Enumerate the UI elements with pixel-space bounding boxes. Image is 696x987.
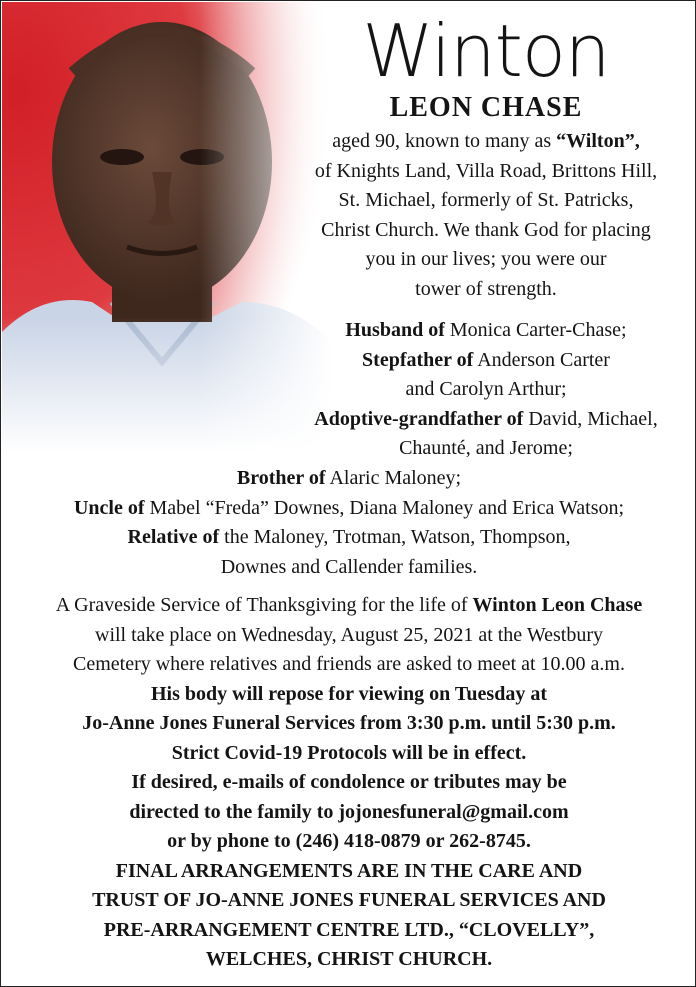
service-line: Jo-Anne Jones Funeral Services from 3:30 p.m. until 5:30 p.m. <box>82 712 616 734</box>
intro-paragraph <box>279 127 693 304</box>
service-line: Strict Covid-19 Protocols will be in effect. <box>171 741 527 764</box>
relation-line: Brother of Alaric Maloney; <box>236 467 462 489</box>
relation-line: Downes and Callender families. <box>220 555 478 578</box>
intro-line: Christ Church. We thank God for placing <box>321 218 651 241</box>
first-name: Winton <box>362 9 610 93</box>
intro-line: aged 90, known to many as “Wilton”, <box>332 130 640 152</box>
relation-line: and Carolyn Arthur; <box>405 378 567 400</box>
service-line: His body will repose for viewing on Tuesday at <box>151 682 547 705</box>
relation-line: Adoptive-grandfather of David, Michael, <box>314 407 658 430</box>
service-line: will take place on Wednesday, August 25, 2021 at the Westbury <box>95 623 603 646</box>
intro-line: you in our lives; you were our <box>365 248 607 270</box>
service-line: WELCHES, CHRIST CHURCH. <box>205 948 493 970</box>
service-line: A Graveside Service of Thanksgiving for the life of Winton Leon Chase <box>55 594 643 616</box>
relation-line: Uncle of Mabel “Freda” Downes, Diana Maloney and Erica Watson; <box>73 496 625 519</box>
service-line: Cemetery where relatives and friends are asked to meet at 10.00 a.m. <box>72 653 625 675</box>
service-line: directed to the family to jojonesfuneral@gmail.com <box>129 800 569 823</box>
relation-line: Husband of Monica Carter-Chase; <box>345 319 627 341</box>
intro-line: St. Michael, formerly of St. Patricks, <box>338 189 634 211</box>
relation-line: Relative of the Maloney, Trotman, Watson, Thompson, <box>127 526 571 548</box>
relation-line: Chaunté, and Jerome; <box>399 437 573 459</box>
intro-line: of Knights Land, Villa Road, Brittons Hill, <box>314 159 658 182</box>
service-line: FINAL ARRANGEMENTS ARE IN THE CARE AND <box>115 859 583 882</box>
service-line: TRUST OF JO-ANNE JONES FUNERAL SERVICES AND <box>92 889 606 911</box>
service-line: If desired, e-mails of condolence or tributes may be <box>131 771 567 793</box>
intro-line: tower of strength. <box>415 277 557 300</box>
full-name: LEON CHASE <box>389 92 583 123</box>
relation-line: Stepfather of Anderson Carter <box>362 348 610 371</box>
family-relations <box>1 464 696 582</box>
header-block <box>279 5 693 464</box>
service-line: or by phone to (246) 418-0879 or 262-8745. <box>167 830 531 852</box>
service-details <box>1 591 696 975</box>
relations-list <box>279 316 693 464</box>
service-line: PRE-ARRANGEMENT CENTRE LTD., “CLOVELLY”, <box>103 918 595 941</box>
